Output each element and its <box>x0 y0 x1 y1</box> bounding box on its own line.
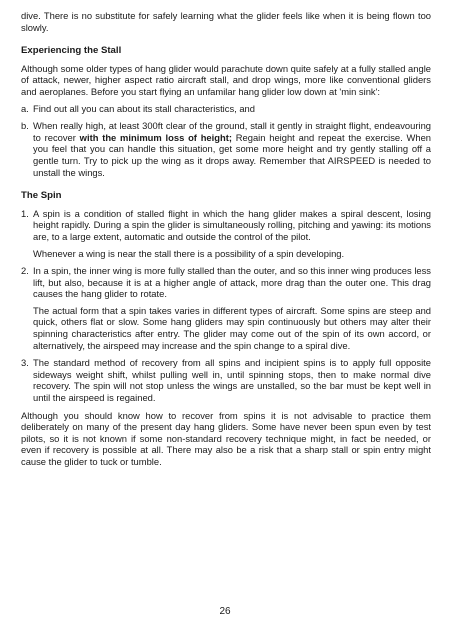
list-item-text: The standard method of recovery from all spins and incipient spins is to apply full opposite sideways weight shift, whilst pulling well in, until spinning stops, then to make normal dive recovery. The spin will not stop unless the wings are unstalled, so the bar must be kept well in until the airspeed is regained. <box>33 357 431 404</box>
list-marker: 1. <box>21 207 29 219</box>
emphasis-text: with the minimum loss of height; <box>79 131 232 143</box>
list-item-body <box>33 208 431 259</box>
stall-item-b <box>21 120 431 178</box>
list-item-body <box>33 357 431 403</box>
list-marker: 2. <box>21 265 29 277</box>
list-marker: b. <box>21 120 29 132</box>
list-marker: a. <box>21 102 29 114</box>
list-item-body <box>33 265 431 351</box>
page-content <box>21 10 431 473</box>
stall-item-a <box>21 103 431 115</box>
stall-heading: Experiencing the Stall <box>21 45 122 57</box>
spin-item-3 <box>21 357 431 403</box>
spin-item-2 <box>21 265 431 351</box>
list-item-text: In a spin, the inner wing is more fully stalled than the outer, and so this inner wing produces less lift, but also, because it is at a higher angle of attack, more drag than the outer one. This drag causes the hang glider to rotate. <box>33 265 431 300</box>
list-marker: 3. <box>21 357 29 369</box>
list-item-text: A spin is a condition of stalled flight in which the hang glider makes a spiral descent, losing height rapidly. During a spin the glider is simultaneously rolling, pitching and yawing: its motions are, to a large extent, automatic and outside the control of the pilot. <box>33 207 431 242</box>
spin-item-1 <box>21 208 431 259</box>
spin-heading: The Spin <box>21 190 62 202</box>
intro-paragraph: dive. There is no substitute for safely learning what the glider feels like when it is being flown too slowly. <box>21 10 431 33</box>
list-item-text <box>33 120 431 178</box>
stall-paragraph: Although some older types of hang glider would parachute down quite safely at a fully stalled angle of attack, newer, higher aspect ratio aircraft stall, and drop wings, more like conventional gliders and aeroplanes. Before you start flying an unfamilar hang glider low down at 'min sink': <box>21 62 431 97</box>
closing-paragraph: Although you should know how to recover from spins it is not advisable to practice them deliberately on many of the present day hang gliders. Some have never been spun even by test pilots, so it is not known if some non-standard recovery technique might, in fact be needed, or even if recovery is possible at all. There may also be a risk that a sharp stall or spin entry might cause the glider to tuck or tumble. <box>21 409 431 467</box>
text-run: Regain height and repeat the exercise. When you feel that you can handle this situation, get some more height and try gently stalling off a gentle turn. Try to pick up the wing as it drops away. Remember that AIRSPEED is needed to unstall the wings. <box>33 131 431 178</box>
list-item-text: Find out all you can about its stall characteristics, and <box>33 102 255 114</box>
page-number: 26 <box>219 606 231 617</box>
list-item-subparagraph: The actual form that a spin takes varies in different types of aircraft. Some spins are steep and quick, others flat or slow. Some hang gliders may spin continuously but others may alter their spinning characteristics after entry. The glider may come out of the spin of its own accord, or alternatively, the airspeed may increase and the spin change to a spiral dive. <box>33 304 431 351</box>
list-item-subparagraph: Whenever a wing is near the stall there is a possibility of a spin developing. <box>33 247 345 259</box>
text-run: When really high, at least 300ft clear of the ground, stall it gently in straight flight, endeavouring to recover <box>33 120 431 143</box>
